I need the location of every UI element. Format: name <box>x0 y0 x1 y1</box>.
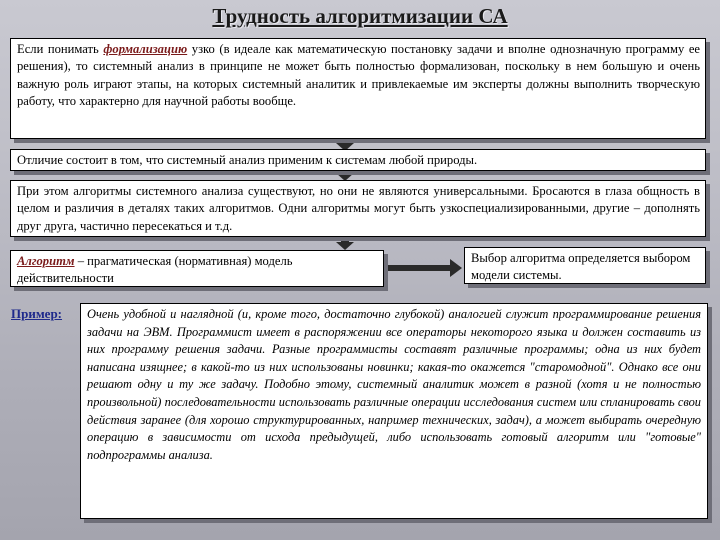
algorithm-definition-block <box>10 250 384 287</box>
algorithm-definition-text: – прагматическая (нормативная) модель действительности <box>17 254 293 286</box>
formalization-text-pre: Если понимать <box>17 42 104 56</box>
difference-block <box>10 149 706 171</box>
algorithms-text: При этом алгоритмы системного анализа существуют, но они не являются универсальными. Бросаются в глаза общность в целом и различия в деталях таких алгоритмов. Одни алгоритмы могут быть узкоспециализированными, другие – дополнять друг друга, частично пересекаться и т.д. <box>17 184 700 233</box>
algorithm-term: Алгоритм <box>17 254 75 268</box>
page-title: Трудность алгоритмизации СА <box>212 4 508 28</box>
model-choice-block <box>464 247 706 284</box>
formalization-text-post: узко (в идеале как математическую постановку задачи и вполне однозначную программу ее решения), то системный анализ в принципе не может быть полностью формализован, поскольку в нем большую и очень важную роль играют этапы, на которых системный аналитик и привлекаемые им эксперты должны выполнить творческую работу, что характерно для научной работы вообще. <box>17 42 701 109</box>
difference-text: Отличие состоит в том, что системный анализ применим к системам любой природы. <box>17 153 478 167</box>
example-text: Очень удобной и наглядной (и, кроме того, достаточно глубокой) аналогией служит программирование решения задачи на ЭВМ. Программист имеет в распоряжении все операторы некоторого языка и должен составить из них программу решения задачи. Разные программисты составят различные программы; одна из них будет написана изящнее; в какой-то из них использованы новинки; какая-то окажется "старомодной". Однако все они решают одну и ту же задачу. Подобно этому, системный аналитик может в разной (хотя и не полностью произвольной) последовательности использовать различные операции исследования систем или спланировать свои действия заранее (для хорошо структурированных, например технических, задач), а может выбирать очередную операцию в зависимости от исхода предыдущей, либо использовать готовый алгоритм или "готовые" подпрограммы анализа. <box>87 307 701 462</box>
algorithms-block <box>10 180 706 237</box>
formalization-block <box>10 38 706 139</box>
example-label: Пример: <box>11 306 63 321</box>
model-choice-text: Выбор алгоритма определяется выбором модели системы. <box>471 251 691 283</box>
formalization-term: формализацию <box>103 42 188 56</box>
example-block <box>80 303 708 519</box>
